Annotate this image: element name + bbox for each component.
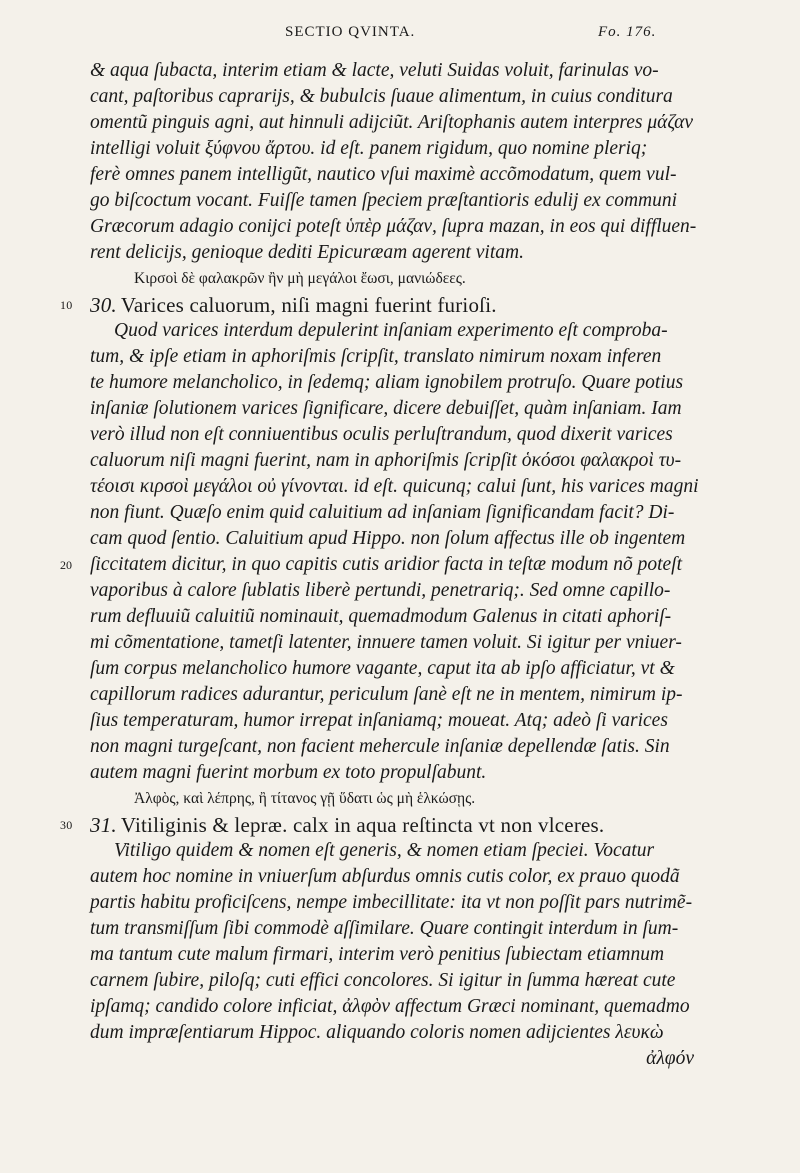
text-block — [60, 58, 700, 1072]
aphorism-number: 30. — [90, 293, 117, 317]
text-line: vaporibus à calore ſublatis liberè pertundi, penetrariq;. Sed omne capillo- — [90, 580, 671, 601]
text-line: carnem ſubire, piloſq; cuti effici concolores. Si igitur in ſumma hæreat cute — [90, 970, 676, 991]
text-line: rum defluuiũ caluitiũ nominauit, quemadmodum Galenus in citati aphoriſ- — [90, 606, 672, 627]
text-line: τέοισι κιρσοὶ μεγάλοι οὐ γίνονται. id eſt. quicunq; calui ſunt, his varices magni — [90, 476, 699, 497]
text-line: cam quod ſentio. Caluitium apud Hippo. non ſolum affectus ille ob ingentem — [90, 528, 686, 549]
text-line: go biſcoctum vocant. Fuiſſe tamen ſpeciem præſtantioris edulij ex communi — [90, 190, 678, 211]
aphorism-title: Vitiliginis & lepræ. calx in aqua reſtincta vt non vlceres. — [120, 813, 605, 837]
text-line: Quod varices interdum depulerint inſaniam experimento eſt comproba- — [114, 320, 668, 341]
page-header — [0, 22, 800, 46]
running-head: SECTIO QVINTA. — [285, 24, 416, 40]
text-line: verò illud non eſt conniuentibus oculis perluſtrandum, quod dixerit varices — [90, 424, 673, 445]
margin-number: 20 — [60, 558, 72, 572]
text-line: partis habitu proficiſcens, nempe imbecillitate: ita vt non poſſit pars nutrimẽ- — [90, 892, 693, 913]
text-line: capillorum radices adurantur, periculum ſanè eſt ne in mentem, nimirum ip- — [90, 684, 683, 705]
catchword-line — [90, 1046, 700, 1072]
margin-number: 10 — [60, 298, 73, 312]
text-line: autem magni fuerint morbum ex toto propulſabunt. — [90, 762, 487, 783]
aphorism-number: 31. — [90, 813, 117, 837]
text-line: cant, paſtoribus caprarijs, & bubulcis ſuaue alimentum, in cuius conditura — [90, 86, 673, 107]
text-line: Vitiligo quidem & nomen eſt generis, & nomen etiam ſpeciei. Vocatur — [114, 840, 655, 861]
text-line: ſius temperaturam, humor irrepat inſaniamq; moueat. Atq; adeò ſi varices — [90, 710, 668, 731]
aphorism-31-heading — [60, 812, 700, 838]
text-line: tum, & ipſe etiam in aphoriſmis ſcripſit, translato nimirum noxam inferen — [90, 346, 662, 367]
text-line — [60, 552, 700, 578]
text-line: caluorum niſi magni fuerint, nam in aphoriſmis ſcripſit ὁκόσοι φαλακροὶ τυ- — [90, 450, 682, 471]
text-line: & aqua ſubacta, interim etiam & lacte, veluti Suidas voluit, farinulas vo- — [90, 60, 659, 81]
text-line: mi cõmentatione, tametſi latenter, innuere tamen voluit. Si igitur per vniuer- — [90, 632, 682, 653]
aphorism-30-heading — [60, 292, 700, 318]
text-line: ipſamq; candido colore inficiat, ἀλφὸν affectum Græci nominant, quemadmo — [90, 996, 690, 1017]
text-line: intelligi voluit ξύφνου ἄρτου. id eſt. panem rigidum, quo nomine pleriq; — [90, 138, 648, 159]
text-line: Græcorum adagio conijci poteſt ὑπὲρ μάζαν, ſupra mazan, in eos qui diffluen- — [90, 216, 697, 237]
folio-number: Fo. 176. — [598, 24, 657, 40]
text-line: ſum corpus melancholico humore vagante, caput ita ab ipſo afficiatur, vt & — [90, 658, 675, 679]
greek-aphorism-30: Κιρσοὶ δὲ φαλακρῶν ἢν μὴ μεγάλοι ἔωσι, μανιώδεες. — [134, 270, 466, 287]
text-line: ferè omnes panem intelligũt, nautico vſui maximè accõmodatum, quem vul- — [90, 164, 677, 185]
greek-aphorism-31: Ἀλφὸς, καὶ λέπρης, ἢ τίτανος γῇ ὕδατι ὡς μὴ ἑλκώσῃς. — [134, 790, 476, 807]
text-line: te humore melancholico, in ſedemq; aliam ignobilem protruſo. Quare potius — [90, 372, 684, 393]
text-line: non magni turgeſcant, non facient mehercule inſaniæ depellendæ ſatis. Sin — [90, 736, 670, 757]
catchword: ἀλφόν — [646, 1048, 694, 1069]
text-line: ma tantum cute malum firmari, interim verò penitius ſubiectam etiamnum — [90, 944, 665, 965]
margin-number: 30 — [60, 818, 73, 832]
text-line: inſaniæ ſolutionem varices ſignificare, dicere debuiſſet, quàm inſaniam. Iam — [90, 398, 682, 419]
text-line: non fiunt. Quæſo enim quid caluitium ad inſaniam ſignificandam facit? Di- — [90, 502, 675, 523]
text-line: omentũ pinguis agni, aut hinnuli adijciũt. Ariſtophanis autem interpres μάζαν — [90, 112, 694, 133]
text-line-content: ſiccitatem dicitur, in quo capitis cutis aridior facta in teſtæ modum nõ poteſt — [90, 554, 682, 575]
text-line: dum impræſentiarum Hippoc. aliquando coloris nomen adijcientes λευκὼ — [90, 1022, 664, 1043]
text-line: tum transmiſſum ſibi commodè aſſimilare. Quare contingit interdum in ſum- — [90, 918, 679, 939]
aphorism-title: Varices caluorum, niſi magni fuerint furioſi. — [120, 293, 497, 317]
text-line: rent delicijs, genioque dediti Epicuræam agerent vitam. — [90, 242, 524, 263]
text-line: autem hoc nomine in vniuerſum abſurdus omnis cutis color, ex prauo quodã — [90, 866, 680, 887]
